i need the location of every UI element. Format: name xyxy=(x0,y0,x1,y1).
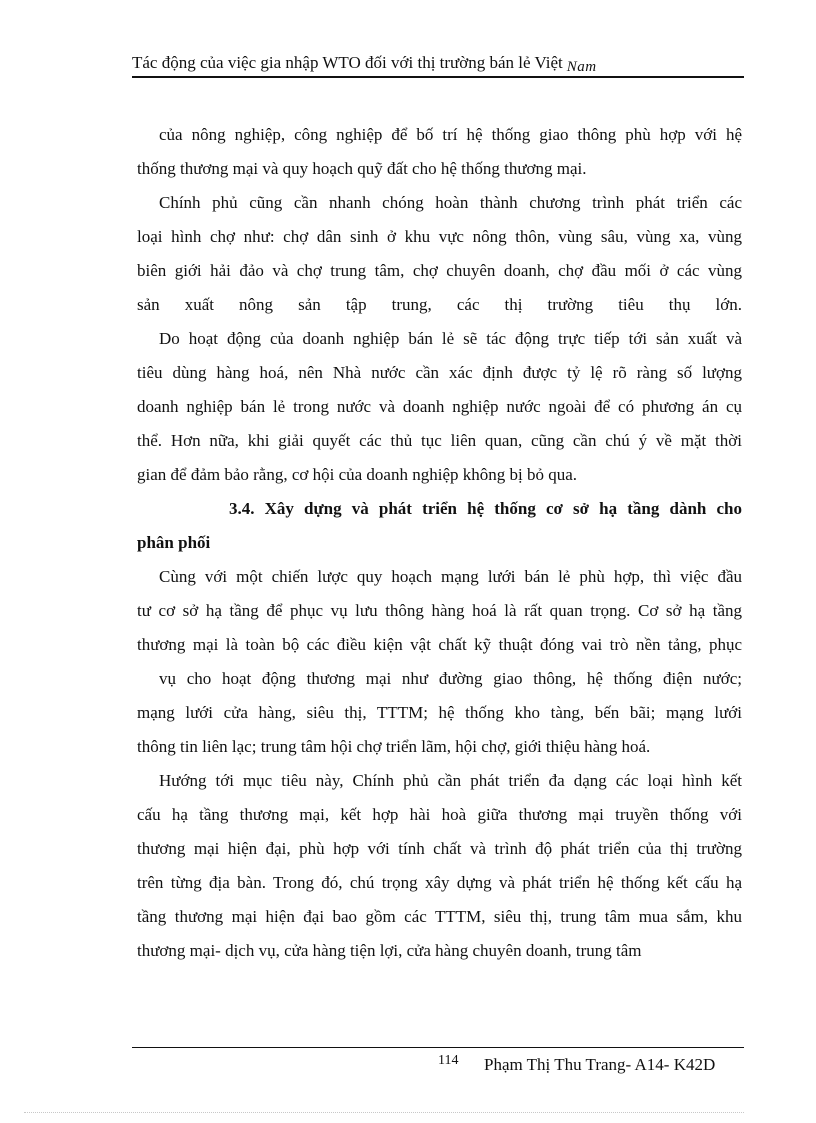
body-line: loại hình chợ như: chợ dân sinh ở khu vực nông thôn, vùng sâu, vùng xa, vùng xyxy=(137,227,742,246)
body-line: sản xuất nông sản tập trung, các thị trường tiêu thụ lớn. xyxy=(137,295,742,314)
body-line: thể. Hơn nữa, khi giải quyết các thủ tục liên quan, cũng cần chú ý về mặt thời xyxy=(137,431,742,450)
footer-author: Phạm Thị Thu Trang- A14- K42D xyxy=(484,1055,716,1074)
body-line: thương mại- dịch vụ, cửa hàng tiện lợi, cửa hàng chuyên doanh, trung tâm xyxy=(137,941,642,960)
body-line: Cùng với một chiến lược quy hoạch mạng lưới bán lẻ phù hợp, thì việc đầu xyxy=(159,567,742,586)
body-line: Do hoạt động của doanh nghiệp bán lẻ sẽ tác động trực tiếp tới sản xuất và xyxy=(159,329,742,348)
running-header xyxy=(132,52,744,78)
body-line: tư cơ sở hạ tầng để phục vụ lưu thông hàng hoá là rất quan trọng. Cơ sở hạ tầng xyxy=(137,601,742,620)
page-body xyxy=(137,118,742,968)
body-line: mạng lưới cửa hàng, siêu thị, TTTM; hệ thống kho tàng, bến bãi; mạng lưới xyxy=(137,703,742,722)
header-title: Tác động của việc gia nhập WTO đối với thị trường bán lẻ Việt xyxy=(132,53,563,72)
body-line: Hướng tới mục tiêu này, Chính phủ cần phát triển đa dạng các loại hình kết xyxy=(159,771,742,790)
body-line: biên giới hải đảo và chợ trung tâm, chợ chuyên doanh, chợ đầu mối ở các vùng xyxy=(137,261,742,280)
body-line: tiêu dùng hàng hoá, nên Nhà nước cần xác định được tỷ lệ rõ ràng số lượng xyxy=(137,363,742,382)
page-number: 114 xyxy=(438,1053,459,1068)
header-rule xyxy=(132,76,744,78)
body-line: Chính phủ cũng cần nhanh chóng hoàn thành chương trình phát triển các xyxy=(159,193,742,212)
body-line: tầng thương mại hiện đại bao gồm các TTTM, siêu thị, trung tâm mua sắm, khu xyxy=(137,907,742,926)
body-line: doanh nghiệp bán lẻ trong nước và doanh nghiệp nước ngoài để có phương án cụ xyxy=(137,397,742,416)
header-title-script: Nam xyxy=(566,59,597,75)
body-line: cấu hạ tầng thương mại, kết hợp hài hoà giữa thương mại truyền thống với xyxy=(137,805,742,824)
body-line: vụ cho hoạt động thương mại như đường giao thông, hệ thống điện nước; xyxy=(159,669,742,688)
body-line: thương mại là toàn bộ các điều kiện vật chất kỹ thuật đóng vai trò nền tảng, phục xyxy=(137,635,742,654)
body-line: gian để đảm bảo rằng, cơ hội của doanh nghiệp không bị bỏ qua. xyxy=(137,465,578,484)
body-line: của nông nghiệp, công nghiệp để bố trí hệ thống giao thông phù hợp với hệ xyxy=(159,125,742,144)
section-heading: 3.4. Xây dựng và phát triển hệ thống cơ sở hạ tầng dành cho xyxy=(229,499,742,518)
body-line: thống thương mại và quy hoạch quỹ đất cho hệ thống thương mại. xyxy=(137,159,587,178)
body-line: thông tin liên lạc; trung tâm hội chợ triển lãm, hội chợ, giới thiệu hàng hoá. xyxy=(137,737,651,756)
body-line: trên từng địa bàn. Trong đó, chú trọng xây dựng và phát triển hệ thống kết cấu hạ xyxy=(137,873,742,892)
section-heading-continued: phân phối xyxy=(137,533,211,552)
bottom-dotted-border xyxy=(24,1112,744,1113)
footer-rule xyxy=(132,1047,744,1048)
body-line: thương mại hiện đại, phù hợp với tính chất và trình độ phát triển của thị trường xyxy=(137,839,742,858)
